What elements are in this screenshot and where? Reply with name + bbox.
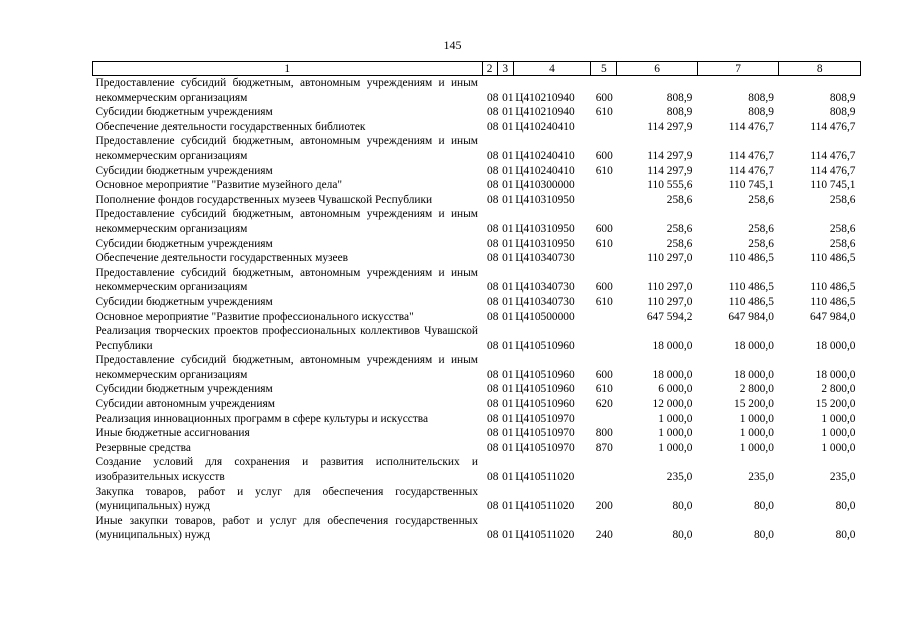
row-expense-type <box>591 120 617 135</box>
table-row <box>93 164 861 179</box>
row-amount-year1: 18 000,0 <box>652 368 693 381</box>
row-subsection: 01 <box>502 149 514 162</box>
row-amount-year3: 235,0 <box>829 471 856 484</box>
row-expense-type: 610 <box>595 383 613 396</box>
row-name: Иные закупки товаров, работ и услуг для обеспечения государственных (муниципальных) нужд <box>95 514 479 542</box>
row-target-article: Ц410510970 <box>515 412 575 425</box>
row-amount-year3: 647 984,0 <box>809 310 856 323</box>
column-header: 7 <box>697 62 779 76</box>
row-amount-year1: 808,9 <box>666 106 693 119</box>
table-row <box>93 397 861 412</box>
row-amount-year1: 258,6 <box>666 222 693 235</box>
row-amount-year2: 110 486,5 <box>728 281 774 294</box>
row-amount-year3: 110 486,5 <box>810 281 856 294</box>
row-target-article: Ц410240410 <box>515 164 575 177</box>
row-amount-year1: 110 297,0 <box>647 281 693 294</box>
row-amount-year3: 18 000,0 <box>815 368 856 381</box>
row-amount-year2: 80,0 <box>753 529 774 542</box>
row-amount-year2: 114 476,7 <box>728 120 774 133</box>
column-header: 5 <box>591 62 617 76</box>
row-amount-year2: 647 984,0 <box>728 310 774 323</box>
row-name: Основное мероприятие "Развитие профессионального искусства" <box>95 310 414 323</box>
row-expense-type: 600 <box>595 368 613 381</box>
row-target-article: Ц410510960 <box>515 383 575 396</box>
row-section: 08 <box>487 529 499 542</box>
row-name: Создание условий для сохранения и развития исполнительских и изобразительных искусств <box>95 456 479 484</box>
row-amount-year3: 2 800,0 <box>821 383 856 396</box>
row-amount-year2: 258,6 <box>748 237 774 250</box>
row-expense-type: 600 <box>595 149 613 162</box>
table-row <box>93 426 861 441</box>
row-name: Субсидии автономным учреждениям <box>95 398 275 411</box>
row-expense-type: 600 <box>595 281 613 294</box>
row-amount-year3: 110 745,1 <box>810 179 856 192</box>
row-expense-type: 610 <box>595 237 613 250</box>
table-row <box>93 266 861 295</box>
row-subsection: 01 <box>502 193 514 206</box>
row-expense-type <box>591 251 617 266</box>
row-target-article: Ц410500000 <box>515 310 575 323</box>
row-subsection: 01 <box>502 500 514 513</box>
table-row <box>93 120 861 135</box>
row-amount-year2: 258,6 <box>748 193 774 206</box>
row-target-article: Ц410510970 <box>515 427 575 440</box>
row-name: Обеспечение деятельности государственных библиотек <box>95 120 366 133</box>
row-name: Реализация инновационных программ в сфере культуры и искусства <box>95 412 429 425</box>
row-target-article: Ц410240410 <box>515 149 575 162</box>
row-amount-year1: 808,9 <box>666 91 693 104</box>
row-section: 08 <box>487 368 499 381</box>
row-amount-year2: 1 000,0 <box>739 412 774 425</box>
table-row <box>93 295 861 310</box>
row-target-article: Ц410510960 <box>515 368 575 381</box>
table-row <box>93 105 861 120</box>
row-amount-year3: 18 000,0 <box>815 339 856 352</box>
row-subsection: 01 <box>502 222 514 235</box>
row-amount-year3: 110 486,5 <box>810 252 856 265</box>
row-name: Предоставление субсидий бюджетным, автономным учреждениям и иным некоммерческим организациям <box>95 354 479 381</box>
row-name: Реализация творческих проектов профессиональных коллективов Чувашской Республики <box>95 325 479 352</box>
row-amount-year2: 18 000,0 <box>734 339 774 352</box>
row-amount-year1: 1 000,0 <box>658 427 693 440</box>
row-amount-year2: 114 476,7 <box>728 149 774 162</box>
row-expense-type: 600 <box>595 222 613 235</box>
table-row <box>93 353 861 382</box>
row-expense-type: 620 <box>595 398 613 411</box>
row-amount-year2: 80,0 <box>753 500 774 513</box>
row-subsection: 01 <box>502 91 514 104</box>
row-expense-type: 200 <box>595 500 613 513</box>
row-section: 08 <box>487 398 499 411</box>
row-amount-year3: 258,6 <box>829 237 856 250</box>
table-row <box>93 485 861 514</box>
row-amount-year3: 808,9 <box>829 106 856 119</box>
row-subsection: 01 <box>502 412 514 425</box>
row-amount-year2: 1 000,0 <box>739 427 774 440</box>
row-name: Иные бюджетные ассигнования <box>95 427 250 440</box>
row-section: 08 <box>487 310 499 323</box>
row-section: 08 <box>487 120 499 133</box>
row-subsection: 01 <box>502 427 514 440</box>
row-subsection: 01 <box>502 164 514 177</box>
column-header: 4 <box>513 62 591 76</box>
row-amount-year1: 647 594,2 <box>646 310 693 323</box>
row-section: 08 <box>487 427 499 440</box>
row-target-article: Ц410240410 <box>515 120 575 133</box>
row-section: 08 <box>487 500 499 513</box>
row-expense-type: 610 <box>595 106 613 119</box>
row-amount-year1: 18 000,0 <box>652 339 693 352</box>
table-row <box>93 514 861 543</box>
row-section: 08 <box>487 179 499 192</box>
row-amount-year2: 18 000,0 <box>734 368 774 381</box>
row-section: 08 <box>487 193 499 206</box>
table-row <box>93 310 861 325</box>
row-amount-year3: 258,6 <box>829 222 856 235</box>
row-target-article: Ц410510970 <box>515 441 575 454</box>
row-name: Закупка товаров, работ и услуг для обеспечения государственных (муниципальных) нужд <box>95 485 479 513</box>
table-row <box>93 207 861 236</box>
row-name: Субсидии бюджетным учреждениям <box>95 164 273 177</box>
row-amount-year2: 2 800,0 <box>739 383 774 396</box>
row-expense-type: 800 <box>595 427 613 440</box>
row-target-article: Ц410340730 <box>515 252 575 265</box>
row-section: 08 <box>487 471 499 484</box>
row-target-article: Ц410511020 <box>515 500 575 513</box>
row-amount-year1: 12 000,0 <box>652 398 693 411</box>
row-amount-year2: 258,6 <box>748 222 774 235</box>
row-target-article: Ц410300000 <box>515 179 575 192</box>
table-row <box>93 237 861 252</box>
row-amount-year2: 110 486,5 <box>728 252 774 265</box>
row-subsection: 01 <box>502 398 514 411</box>
row-amount-year3: 80,0 <box>835 529 856 542</box>
row-subsection: 01 <box>502 339 514 352</box>
column-header: 3 <box>497 62 513 76</box>
column-header: 6 <box>617 62 698 76</box>
row-subsection: 01 <box>502 281 514 294</box>
row-subsection: 01 <box>502 383 514 396</box>
row-amount-year3: 1 000,0 <box>821 427 856 440</box>
row-target-article: Ц410310950 <box>515 222 575 235</box>
row-name: Обеспечение деятельности государственных музеев <box>95 252 349 265</box>
row-expense-type: 600 <box>595 91 613 104</box>
row-target-article: Ц410510960 <box>515 398 575 411</box>
row-amount-year1: 110 297,0 <box>647 295 693 308</box>
row-amount-year2: 110 745,1 <box>728 179 774 192</box>
table-row <box>93 455 861 484</box>
row-amount-year1: 258,6 <box>666 237 693 250</box>
row-amount-year2: 808,9 <box>748 106 774 119</box>
row-section: 08 <box>487 149 499 162</box>
table-row <box>93 134 861 163</box>
row-subsection: 01 <box>502 529 514 542</box>
row-subsection: 01 <box>502 310 514 323</box>
row-amount-year2: 235,0 <box>748 471 774 484</box>
row-subsection: 01 <box>502 106 514 119</box>
row-section: 08 <box>487 237 499 250</box>
row-subsection: 01 <box>502 120 514 133</box>
row-amount-year2: 1 000,0 <box>739 441 774 454</box>
row-subsection: 01 <box>502 368 514 381</box>
row-name: Резервные средства <box>95 441 191 454</box>
row-amount-year2: 15 200,0 <box>734 398 774 411</box>
column-header: 1 <box>93 62 483 76</box>
table-row <box>93 412 861 427</box>
header-row <box>93 62 861 76</box>
row-amount-year2: 110 486,5 <box>728 295 774 308</box>
row-expense-type: 610 <box>595 295 613 308</box>
row-expense-type: 610 <box>595 164 613 177</box>
row-section: 08 <box>487 441 499 454</box>
row-name: Предоставление субсидий бюджетным, автономным учреждениям и иным некоммерческим организациям <box>95 77 479 104</box>
table-row <box>93 178 861 193</box>
row-subsection: 01 <box>502 441 514 454</box>
table-row <box>93 193 861 208</box>
row-amount-year1: 114 297,9 <box>647 149 693 162</box>
row-target-article: Ц410340730 <box>515 295 575 308</box>
row-expense-type <box>591 324 617 353</box>
row-subsection: 01 <box>502 237 514 250</box>
row-name: Субсидии бюджетным учреждениям <box>95 237 273 250</box>
row-name: Пополнение фондов государственных музеев Чувашской Республики <box>95 193 433 206</box>
row-expense-type <box>591 193 617 208</box>
page-number: 145 <box>443 38 462 52</box>
row-name: Субсидии бюджетным учреждениям <box>95 295 273 308</box>
row-amount-year1: 258,6 <box>666 193 693 206</box>
row-amount-year3: 114 476,7 <box>810 120 856 133</box>
row-amount-year1: 110 555,6 <box>647 179 693 192</box>
row-section: 08 <box>487 295 499 308</box>
row-section: 08 <box>487 281 499 294</box>
row-subsection: 01 <box>502 252 514 265</box>
row-amount-year1: 114 297,9 <box>647 164 693 177</box>
row-amount-year1: 1 000,0 <box>658 441 693 454</box>
row-amount-year1: 1 000,0 <box>658 412 693 425</box>
row-subsection: 01 <box>502 471 514 484</box>
row-amount-year3: 15 200,0 <box>815 398 856 411</box>
row-target-article: Ц410511020 <box>515 529 575 542</box>
row-amount-year3: 808,9 <box>829 91 856 104</box>
table-row <box>93 251 861 266</box>
row-section: 08 <box>487 252 499 265</box>
row-amount-year1: 80,0 <box>672 500 693 513</box>
row-expense-type <box>591 455 617 484</box>
row-section: 08 <box>487 164 499 177</box>
row-target-article: Ц410310950 <box>515 237 575 250</box>
row-amount-year1: 110 297,0 <box>647 252 693 265</box>
row-name: Предоставление субсидий бюджетным, автономным учреждениям и иным некоммерческим организациям <box>95 208 479 235</box>
row-amount-year1: 235,0 <box>666 471 693 484</box>
row-expense-type <box>591 310 617 325</box>
row-name: Субсидии бюджетным учреждениям <box>95 106 273 119</box>
row-name: Предоставление субсидий бюджетным, автономным учреждениям и иным некоммерческим организациям <box>95 135 479 162</box>
row-amount-year3: 258,6 <box>829 193 856 206</box>
budget-table <box>92 61 861 543</box>
row-amount-year3: 1 000,0 <box>821 441 856 454</box>
row-name: Основное мероприятие "Развитие музейного дела" <box>95 179 343 192</box>
row-target-article: Ц410340730 <box>515 281 575 294</box>
row-section: 08 <box>487 412 499 425</box>
column-header: 8 <box>779 62 861 76</box>
row-subsection: 01 <box>502 179 514 192</box>
row-expense-type: 240 <box>595 529 613 542</box>
row-name: Предоставление субсидий бюджетным, автономным учреждениям и иным некоммерческим организациям <box>95 266 479 294</box>
row-target-article: Ц410210940 <box>515 106 575 119</box>
column-header: 2 <box>482 62 497 76</box>
row-section: 08 <box>487 339 499 352</box>
row-target-article: Ц410511020 <box>515 471 575 484</box>
row-amount-year1: 114 297,9 <box>647 120 693 133</box>
row-section: 08 <box>487 222 499 235</box>
row-amount-year1: 6 000,0 <box>658 383 693 396</box>
row-amount-year3: 1 000,0 <box>821 412 856 425</box>
table-row <box>93 76 861 106</box>
row-target-article: Ц410310950 <box>515 193 575 206</box>
row-expense-type <box>591 178 617 193</box>
row-section: 08 <box>487 106 499 119</box>
table-row <box>93 441 861 456</box>
row-amount-year3: 110 486,5 <box>810 295 856 308</box>
row-subsection: 01 <box>502 295 514 308</box>
row-amount-year3: 80,0 <box>835 500 856 513</box>
row-name: Субсидии бюджетным учреждениям <box>95 383 273 396</box>
row-target-article: Ц410210940 <box>515 91 575 104</box>
row-amount-year3: 114 476,7 <box>810 149 856 162</box>
table-row <box>93 324 861 353</box>
row-expense-type <box>591 412 617 427</box>
table-row <box>93 382 861 397</box>
row-amount-year3: 114 476,7 <box>810 164 856 177</box>
row-section: 08 <box>487 91 499 104</box>
row-target-article: Ц410510960 <box>515 339 575 352</box>
row-amount-year2: 808,9 <box>748 91 774 104</box>
row-amount-year1: 80,0 <box>672 529 693 542</box>
row-expense-type: 870 <box>595 441 613 454</box>
row-amount-year2: 114 476,7 <box>728 164 774 177</box>
row-section: 08 <box>487 383 499 396</box>
